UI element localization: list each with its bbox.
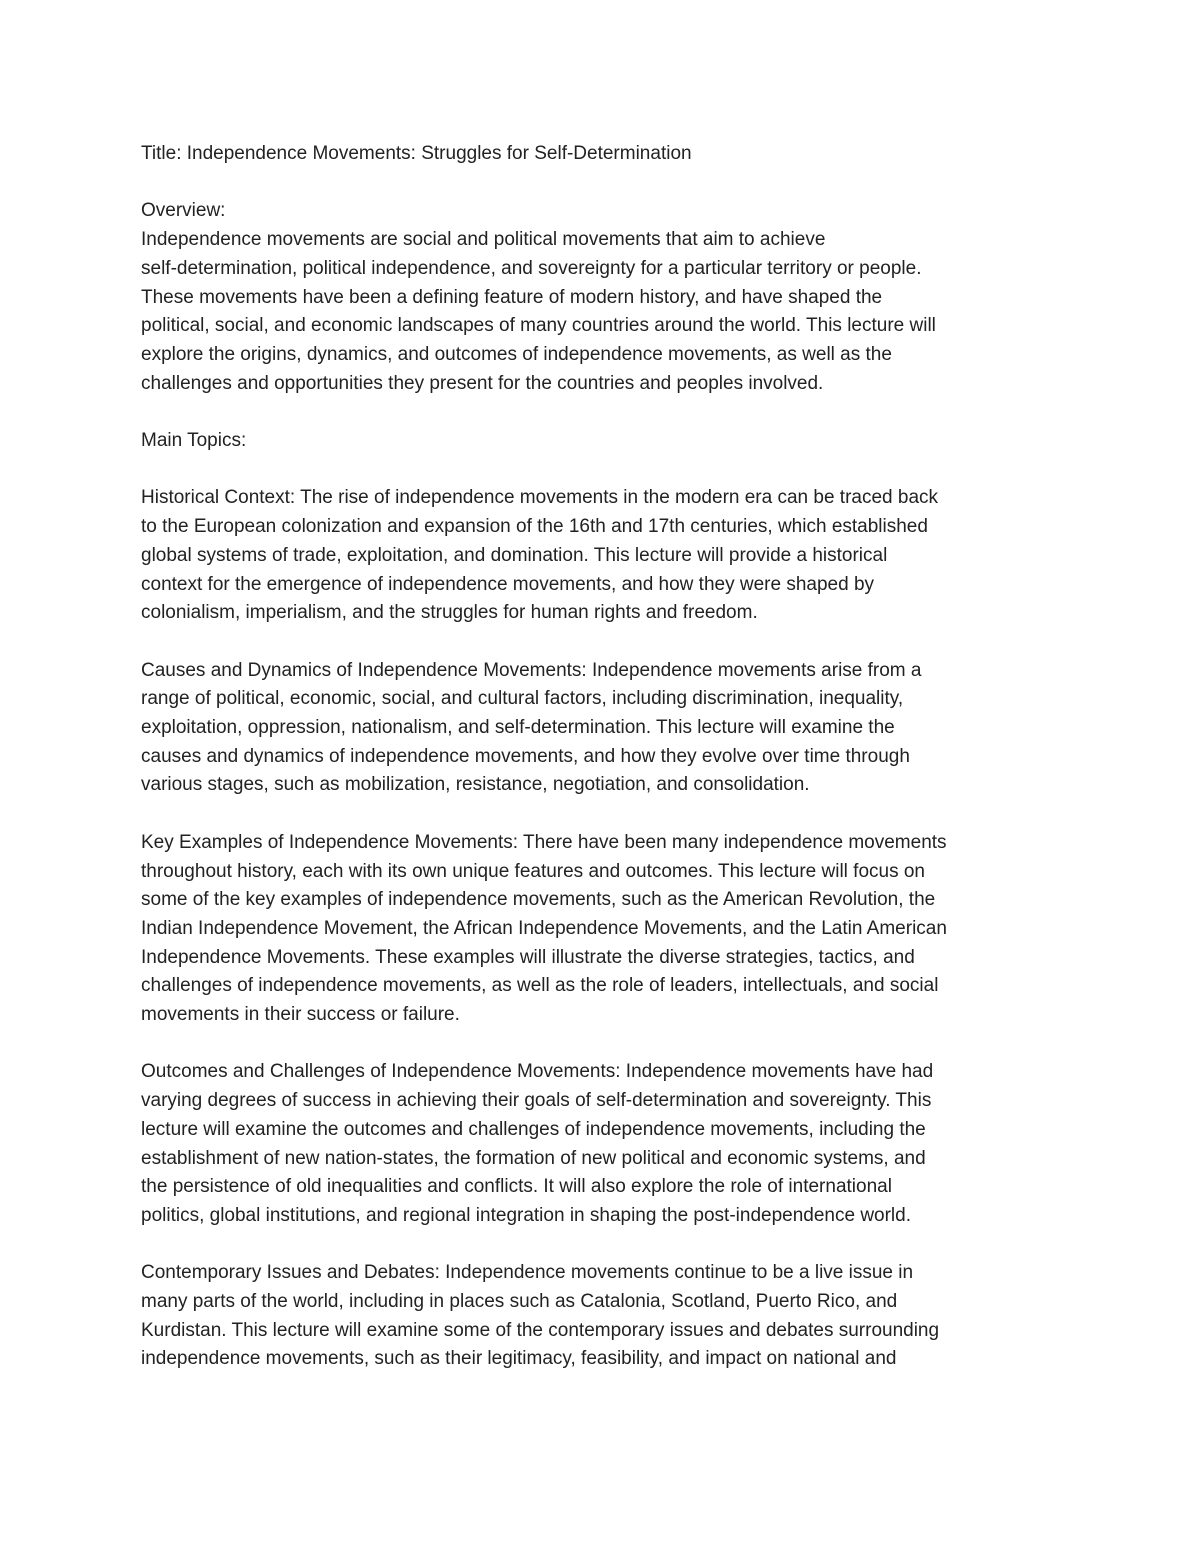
text-line: to the European colonization and expansion of the 16th and 17th centuries, which established xyxy=(141,516,928,538)
text-line: various stages, such as mobilization, resistance, negotiation, and consolidation. xyxy=(141,774,810,796)
blank-line xyxy=(141,1030,1066,1059)
text-line: movements in their success or failure. xyxy=(141,1004,460,1026)
overview-paragraph xyxy=(141,226,1066,398)
text-line: colonialism, imperialism, and the struggles for human rights and freedom. xyxy=(141,602,758,624)
blank-line xyxy=(141,456,1066,485)
text-line: Indian Independence Movement, the African Independence Movements, and the Latin American xyxy=(141,917,947,939)
text-line: varying degrees of success in achieving their goals of self-determination and sovereignty. This xyxy=(141,1090,932,1112)
text-line: context for the emergence of independence movements, and how they were shaped by xyxy=(141,573,875,595)
text-line: Outcomes and Challenges of Independence Movements: Independence movements have had xyxy=(141,1061,934,1083)
text-line: many parts of the world, including in places such as Catalonia, Scotland, Puerto Rico, and xyxy=(141,1291,898,1313)
text-line: explore the origins, dynamics, and outcomes of independence movements, as well as the xyxy=(141,343,892,365)
text-line: independence movements, such as their legitimacy, feasibility, and impact on national and xyxy=(141,1348,897,1370)
blank-line xyxy=(141,800,1066,829)
text-line: These movements have been a defining feature of modern history, and have shaped the xyxy=(141,286,883,308)
text-line: Contemporary Issues and Debates: Independence movements continue to be a live issue in xyxy=(141,1262,914,1284)
text-line: Causes and Dynamics of Independence Movements: Independence movements arise from a xyxy=(141,659,922,681)
text-line: Historical Context: The rise of independence movements in the modern era can be traced back xyxy=(141,487,939,509)
blank-line xyxy=(141,169,1066,198)
text-line: the persistence of old inequalities and conflicts. It will also explore the role of international xyxy=(141,1176,892,1198)
historical-context-paragraph xyxy=(141,484,1066,628)
text-line: self-determination, political independence, and sovereignty for a particular territory or people. xyxy=(141,257,922,279)
text-line: global systems of trade, exploitation, and domination. This lecture will provide a historical xyxy=(141,544,888,566)
causes-dynamics-paragraph xyxy=(141,657,1066,801)
main-topics-heading: Main Topics: xyxy=(141,430,247,451)
text-line: exploitation, oppression, nationalism, and self-determination. This lecture will examine the xyxy=(141,717,895,738)
blank-line xyxy=(141,398,1066,427)
blank-line xyxy=(141,1231,1066,1260)
document-title: Title: Independence Movements: Struggles for Self-Determination xyxy=(141,143,692,164)
text-line: lecture will examine the outcomes and challenges of independence movements, including the xyxy=(141,1118,926,1140)
text-line: establishment of new nation-states, the formation of new political and economic systems, and xyxy=(141,1147,926,1169)
text-line: Independence Movements. These examples will illustrate the diverse strategies, tactics, and xyxy=(141,946,915,968)
text-line: some of the key examples of independence movements, such as the American Revolution, the xyxy=(141,889,936,911)
overview-heading: Overview: xyxy=(141,200,226,222)
text-line: throughout history, each with its own unique features and outcomes. This lecture will focus on xyxy=(141,860,926,882)
text-line: causes and dynamics of independence movements, and how they evolve over time through xyxy=(141,745,910,767)
blank-line xyxy=(141,628,1066,657)
text-line: range of political, economic, social, and cultural factors, including discrimination, inequality, xyxy=(141,688,904,710)
document-body xyxy=(141,140,1066,1374)
text-line: challenges and opportunities they present for the countries and peoples involved. xyxy=(141,372,824,394)
key-examples-paragraph xyxy=(141,829,1066,1030)
outcomes-challenges-paragraph xyxy=(141,1058,1066,1230)
text-line: political, social, and economic landscapes of many countries around the world. This lecture will xyxy=(141,315,936,337)
text-line: Independence movements are social and political movements that aim to achieve xyxy=(141,229,826,251)
text-line: Key Examples of Independence Movements: There have been many independence movements xyxy=(141,831,947,853)
contemporary-issues-paragraph xyxy=(141,1259,1066,1374)
text-line: politics, global institutions, and regional integration in shaping the post-independence world. xyxy=(141,1204,912,1226)
text-line: challenges of independence movements, as well as the role of leaders, intellectuals, and social xyxy=(141,975,939,997)
text-line: Kurdistan. This lecture will examine some of the contemporary issues and debates surrounding xyxy=(141,1319,940,1341)
